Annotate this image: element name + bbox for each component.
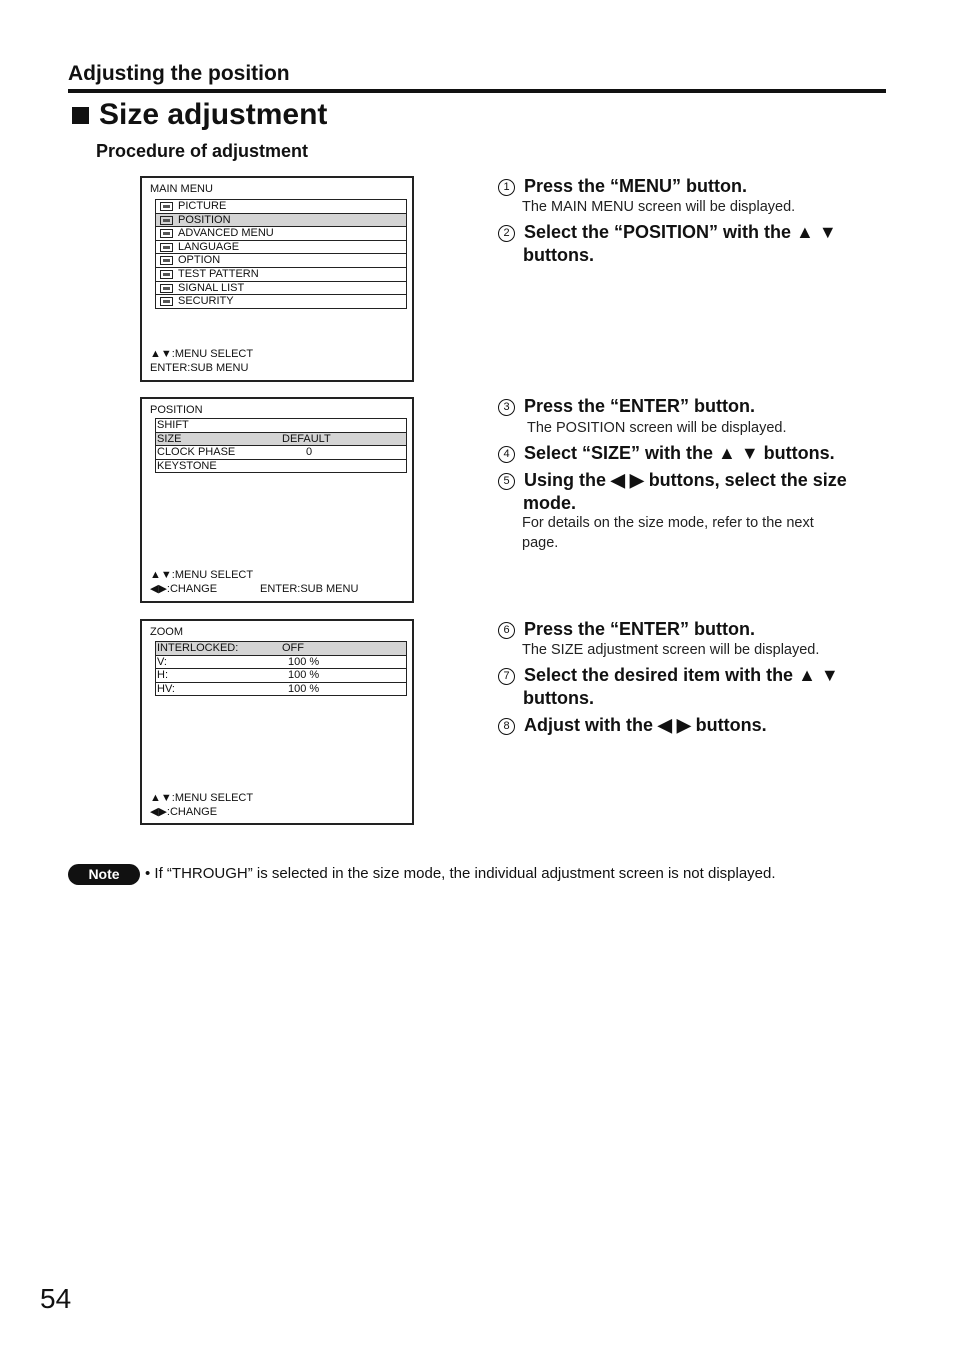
- main-menu-screen: [140, 176, 414, 382]
- menu-item-security[interactable]: SECURITY: [156, 295, 406, 309]
- note-badge: Note: [68, 864, 140, 885]
- position-screen-title: POSITION: [150, 404, 203, 416]
- zoom-item-v[interactable]: V: 100 %: [156, 656, 406, 670]
- footer-change: ◀▶:CHANGE: [150, 806, 218, 818]
- menu-item-test-pattern[interactable]: TEST PATTERN: [156, 268, 406, 282]
- language-icon: [160, 243, 173, 252]
- step-5: 5 Using the ◀ ▶ buttons, select the size mode.: [498, 469, 847, 515]
- menu-item-picture[interactable]: PICTURE: [156, 200, 406, 214]
- footer-change: ◀▶:CHANGE: [150, 583, 218, 595]
- step-number-2: 2: [498, 225, 515, 242]
- test-pattern-icon: [160, 270, 173, 279]
- step-5-description: For details on the size mode, refer to the next page.: [522, 515, 814, 551]
- advanced-menu-icon: [160, 229, 173, 238]
- menu-item-option[interactable]: OPTION: [156, 254, 406, 268]
- zoom-footer: [150, 791, 253, 819]
- footer-sub-menu: ENTER:SUB MENU: [260, 583, 359, 595]
- position-item-shift[interactable]: SHIFT: [156, 419, 406, 433]
- page-title-text: Size adjustment: [99, 98, 328, 131]
- size-value: DEFAULT: [282, 432, 331, 445]
- option-icon: [160, 256, 173, 265]
- step-number-1: 1: [498, 179, 515, 196]
- footer-menu-select: ▲▼:MENU SELECT: [150, 792, 254, 804]
- square-bullet-icon: [72, 107, 89, 124]
- step-3: 3 Press the “ENTER” button.: [498, 395, 755, 418]
- footer-menu-select: ▲▼:MENU SELECT: [150, 348, 254, 360]
- zoom-item-h[interactable]: H: 100 %: [156, 669, 406, 683]
- page-number: 54: [40, 1283, 72, 1314]
- step-4: 4 Select “SIZE” with the ▲ ▼ buttons.: [498, 442, 835, 465]
- position-item-size[interactable]: SIZE DEFAULT: [156, 433, 406, 447]
- position-item-clock-phase[interactable]: CLOCK PHASE 0: [156, 446, 406, 460]
- step-number-7: 7: [498, 668, 515, 685]
- zoom-screen: [140, 619, 414, 825]
- step-number-5: 5: [498, 473, 515, 490]
- position-footer: [150, 568, 400, 596]
- step-2: 2 Select the “POSITION” with the ▲ ▼ buttons.: [498, 221, 837, 267]
- step-6: 6 Press the “ENTER” button.: [498, 618, 755, 641]
- security-icon: [160, 297, 173, 306]
- position-screen: [140, 397, 414, 603]
- step-8: 8 Adjust with the ◀ ▶ buttons.: [498, 714, 767, 737]
- page-title: [72, 98, 327, 132]
- procedure-subheading: Procedure of adjustment: [96, 141, 309, 161]
- menu-item-language[interactable]: LANGUAGE: [156, 241, 406, 255]
- zoom-item-hv[interactable]: HV: 100 %: [156, 683, 406, 697]
- menu-item-position[interactable]: POSITION: [156, 214, 406, 228]
- step-number-3: 3: [498, 399, 515, 416]
- zoom-list: [155, 641, 407, 696]
- v-value: 100 %: [288, 655, 320, 668]
- clock-phase-value: 0: [306, 446, 313, 459]
- step-number-8: 8: [498, 718, 515, 735]
- footer-sub-menu: ENTER:SUB MENU: [150, 362, 249, 374]
- position-list: [155, 418, 407, 473]
- step-7: 7 Select the desired item with the ▲ ▼ buttons.: [498, 664, 839, 710]
- zoom-item-interlocked[interactable]: INTERLOCKED: OFF: [156, 642, 406, 656]
- footer-menu-select: ▲▼:MENU SELECT: [150, 569, 254, 581]
- menu-item-advanced-menu[interactable]: ADVANCED MENU: [156, 227, 406, 241]
- signal-list-icon: [160, 284, 173, 293]
- heading-rule: [68, 89, 886, 93]
- main-menu-title: MAIN MENU: [150, 183, 213, 195]
- step-1-description: The MAIN MENU screen will be displayed.: [522, 199, 796, 215]
- interlocked-value: OFF: [282, 642, 304, 654]
- position-item-keystone[interactable]: KEYSTONE: [156, 460, 406, 474]
- main-menu-footer: [150, 347, 253, 375]
- picture-icon: [160, 202, 173, 211]
- h-value: 100 %: [288, 669, 320, 682]
- note-text: • If “THROUGH” is selected in the size mode, the individual adjustment screen is not displayed.: [145, 865, 776, 882]
- step-3-description: The POSITION screen will be displayed.: [527, 420, 787, 436]
- hv-value: 100 %: [288, 682, 320, 695]
- step-6-description: The SIZE adjustment screen will be displayed.: [522, 642, 820, 658]
- main-menu-list: [155, 199, 407, 309]
- menu-item-signal-list[interactable]: SIGNAL LIST: [156, 282, 406, 296]
- step-1: 1 Press the “MENU” button.: [498, 175, 747, 198]
- section-heading: Adjusting the position: [68, 62, 290, 85]
- step-number-4: 4: [498, 446, 515, 463]
- position-icon: [160, 216, 173, 225]
- zoom-screen-title: ZOOM: [150, 626, 183, 638]
- step-number-6: 6: [498, 622, 515, 639]
